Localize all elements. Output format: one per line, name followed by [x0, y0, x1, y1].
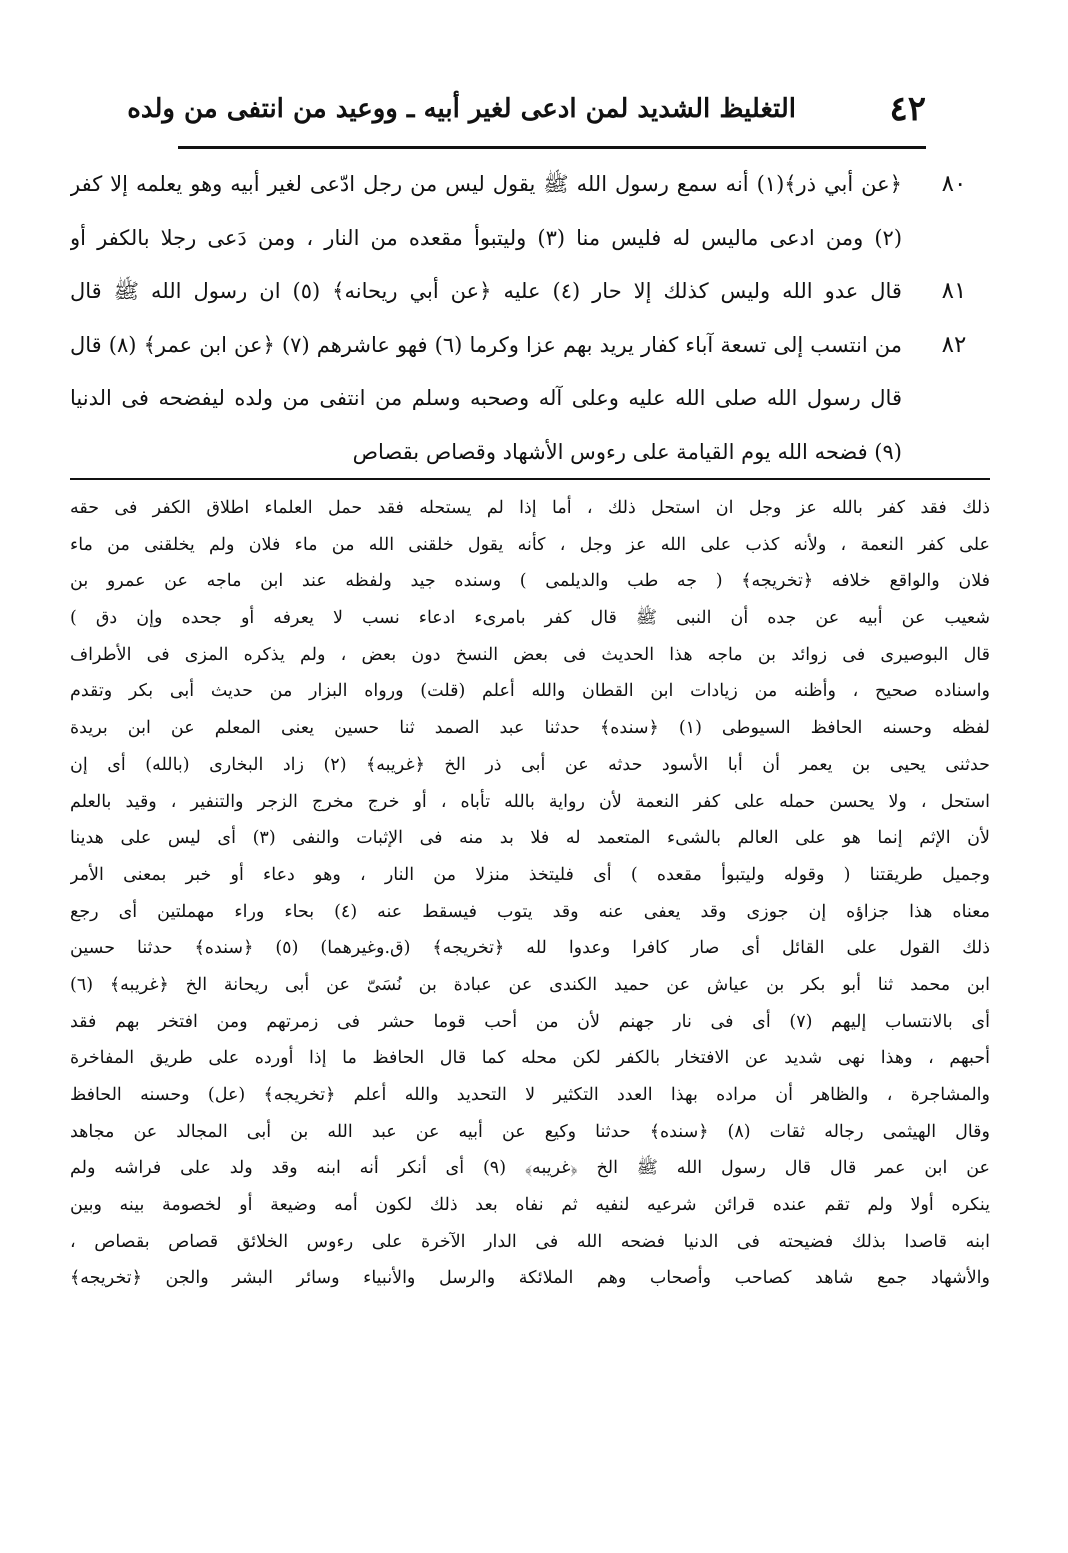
commentary-line: استحل ، ولا يحسن حمله على كفر النعمة لأن رواية بالله تأباه ، أو خرج مخرج الزجر والتنفير ، وقيد بالعلم: [70, 791, 990, 812]
main-line-text: قال عدو الله وليس كذلك إلا حار (٤) عليه ﴿عن أبي ريحانه﴾ (٥) ان رسول الله ﷺ قال: [70, 279, 902, 303]
main-hadith-text: [70, 158, 978, 479]
commentary-line: ابن محمد ثنا أبو بكر بن عياش عن حميد الكندى عن عبادة بن نُسَىّ عن أبى ريحانة الخ ﴿غريبه﴾ (٦): [70, 974, 990, 995]
main-line: [70, 212, 978, 266]
commentary-line: شعيب عن أبيه عن جده أن النبى ﷺ قال كفر بامرىء ادعاء نسب لا يعرفه أو جحده وإن دق ): [70, 608, 990, 629]
commentary-line: واسناده صحيح ، وأظنه من زيادات ابن القطان والله أعلم (قلت) ورواه البزار من حديث أبى بكر وتقدم: [70, 681, 990, 702]
main-line: [70, 265, 978, 319]
commentary-line: ذلك فقد كفر بالله عز وجل ان استحل ذلك ، أما إذا لم يستحله فقد حمل العلماء اطلاق الكفر فى حقه: [70, 498, 990, 518]
page-header: [127, 84, 926, 134]
commentary-line: وجميل طريقتنا ( وقوله وليتبوأ مقعده ) أى فليتخذ منزلا من النار ، وهو دعاء أو خبر بمعنى الأمر: [70, 864, 990, 885]
commentary-section: [70, 490, 990, 1297]
commentary-line: معناه هذا جزاؤه إن جوزى وقد يعفى عنه وقد يتوب فيسقط عنه (٤) بحاء وراء مهملتين أى رجع: [70, 901, 990, 922]
hadith-number: ٨٢: [941, 331, 967, 358]
commentary-line: ذلك القول على القائل أى صار كافرا وعدوا لله ﴿تخريجه﴾ (ق.وغيرهما) (٥) ﴿سنده﴾ حدثنا حسين: [70, 938, 990, 959]
commentary-line: ينكره أولا ولم تقم عنده قرائن شرعيه لنفيه ثم نفاه بعد ذلك لكون أمه وضيعة أو لخصومة بينه وبين: [70, 1195, 990, 1216]
hadith-number: ٨١: [941, 278, 967, 304]
main-line: [70, 319, 978, 373]
footnote-separator: [70, 478, 990, 480]
commentary-line: لأن الإثم إنما هو على العالم بالشىء المتعمد له فلا بد منه فى الإثبات والنفى (٣) أى ليس على هدينا: [70, 828, 990, 849]
main-line: [70, 158, 978, 212]
main-line-text: ﴿عن أبي ذر﴾(١) أنه سمع رسول الله ﷺ يقول ليس من رجل ادّعى لغير أبيه وهو يعلمه إلا كفر: [70, 172, 902, 196]
main-line-text: من انتسب إلى تسعة آباء كفار يريد بهم عزا وكرما (٦) فهو عاشرهم (٧) ﴿عن ابن عمر﴾ (٨) قال: [70, 332, 902, 357]
main-line: [70, 372, 978, 426]
commentary-line: لفظه وحسنه الحافظ السيوطى (١) ﴿سنده﴾ حدثنا عبد الصمد ثنا حسين يعنى المعلم عن ابن بريدة: [70, 718, 990, 739]
hadith-number: ٨٠: [941, 171, 967, 197]
commentary-line: فلان والواقع خلافه ﴿تخريجه﴾ ( جه طب والديلمى ) وسنده جيد ولفظه عند ابن ماجه عن عمرو بن: [70, 571, 990, 592]
main-line-text: (٩) فضحه الله يوم القيامة على رءوس الأشهاد وقصاص بقصاص: [352, 439, 902, 464]
commentary-line: والأشهاد جمع شاهد كصاحب وأصحاب وهم الملائكة والرسل والأنبياء وسائر البشر والجن ﴿تخريجه﴾: [70, 1268, 990, 1289]
commentary-line: وقال الهيثمى رجاله ثقات (٨) ﴿سنده﴾ حدثنا وكيع عن أبيه عن عبد الله بن أبى المجالد عن مجاهد: [70, 1121, 990, 1142]
running-title: التغليظ الشديد لمن ادعى لغير أبيه ـ ووعيد من انتفى من ولده: [127, 94, 796, 124]
header-rule: [178, 146, 926, 149]
commentary-line: حدثنى يحيى بن يعمر أن أبا الأسود حدثه عن أبى ذر الخ ﴿غريبه﴾ (٢) زاد البخارى (بالله) أى إن: [70, 754, 990, 775]
commentary-line: ابنه قاصدا بذلك فضيحته فى الدنيا فضحه الله فى الدار الآخرة على رءوس الخلائق قصاص بقصاص ،: [70, 1231, 990, 1252]
commentary-line: أحبهم ، وهذا نهى شديد عن الافتخار بالكفر لكن محله كما قال الحافظ ما إذا أورده على طريق المفاخرة: [70, 1048, 990, 1069]
page-number: ٤٢: [889, 89, 926, 129]
main-line-text: (٢) ومن ادعى ماليس له فليس منا (٣) وليتبوأ مقعده من النار ، ومن دَعى رجلا بالكفر أو: [70, 225, 902, 250]
commentary-line: على كفر النعمة ، ولأنه كذب على الله عز وجل ، كأنه يقول خلقنى الله من ماء فلان ولم يخلقنى من ماء: [70, 534, 990, 555]
commentary-line: عن ابن عمر قال قال رسول الله ﷺ الخ ﴿غريبه﴾ (٩) أى أنكر أنه ابنه وقد ولد على فراشه ولم: [70, 1158, 990, 1179]
main-line: [70, 426, 978, 480]
main-line-text: قال رسول الله صلى الله عليه وعلى آله وصحبه وسلم من انتفى من ولده ليفضحه فى الدنيا: [70, 386, 902, 410]
commentary-line: قال البوصيرى فى زوائد بن ماجه هذا الحديث فى بعض النسخ دون بعض ، ولم يذكره المزى فى الأطراف: [70, 644, 990, 665]
commentary-line: أى بالانتساب إليهم (٧) أى فى نار جهنم لأن من أحب قوما حشر فى زمرتهم ومن افتخر بهم فقد: [70, 1011, 990, 1032]
commentary-line: والمشاجرة ، والظاهر أن مراده بهذا العدد التكثير لا التحديد والله أعلم ﴿تخريجه﴾ (عل) وحسنه الحافظ: [70, 1085, 990, 1105]
